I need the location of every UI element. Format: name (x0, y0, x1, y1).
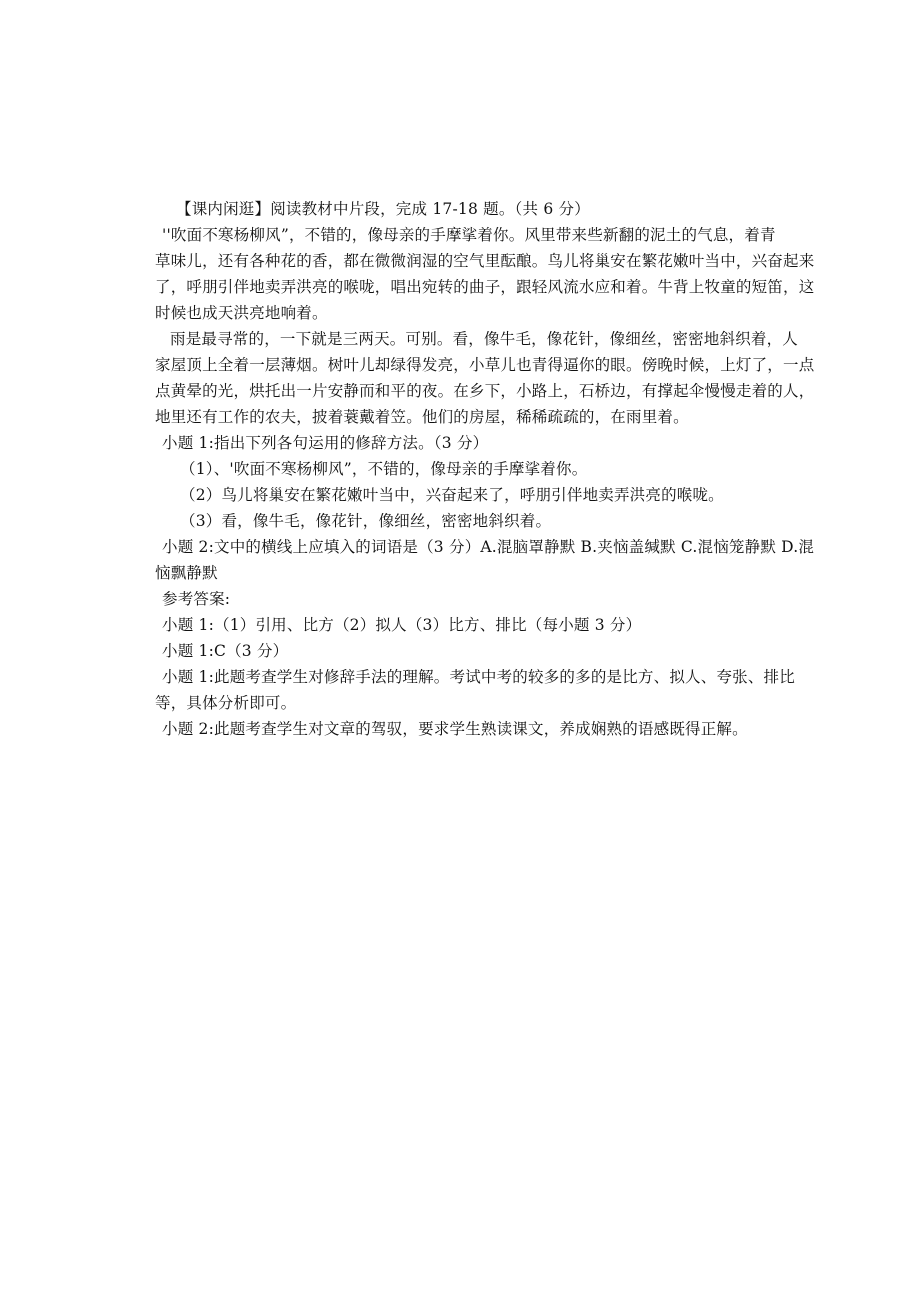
section-header: 【课内闲逛】阅读教材中片段，完成 17-18 题。（共 6 分） (176, 200, 590, 218)
answer-1: 小题 1:（1）引用、比方（2）拟人（3）比方、排比（每小题 3 分） (162, 616, 642, 634)
question-2-line: 小题 2:文中的横线上应填入的词语是（3 分）A.混脑罩静默 B.夹恼盖缄默 C.混恼笼静默 D.混 (162, 538, 815, 556)
passage-paragraph-1 (155, 222, 815, 326)
question-2 (155, 534, 815, 586)
passage1-line: 草味儿，还有各种花的香，都在微微润湿的空气里酝酿。鸟儿将巢安在繁花嫩叶当中，兴奋起来 (155, 252, 815, 270)
passage1-line: 了，呼朋引伴地卖弄洪亮的喉咙，唱出宛转的曲子，跟轻风流水应和着。牛背上牧童的短笛，这 (155, 278, 815, 296)
explanation-1-line: 小题 1:此题考查学生对修辞手法的理解。考试中考的较多的多的是比方、拟人、夸张、排比 (162, 668, 795, 686)
passage2-line: 地里还有工作的农夫，披着蓑戴着笠。他们的房屋，稀稀疏疏的，在雨里着。 (155, 408, 689, 426)
question-1-prompt: 小题 1:指出下列各句运用的修辞方法。（3 分） (162, 434, 489, 452)
passage1-line: ''吹面不寒杨柳风”，不错的，像母亲的手摩挲着你。风里带来些新翻的泥土的气息，着青 (162, 226, 776, 244)
question-1 (162, 430, 792, 534)
passage2-line: 点黄晕的光，烘托出一片安静而和平的夜。在乡下，小路上，石桥边，有撑起伞慢慢走着的人， (155, 382, 815, 400)
question-1-item: （3）看，像牛毛，像花针，像细丝，密密地斜织着。 (180, 512, 552, 530)
passage1-line: 时候也成天洪亮地响着。 (155, 304, 328, 322)
answer-section (155, 586, 795, 742)
document-body (155, 196, 815, 742)
question-2-line: 恼飘静默 (155, 564, 218, 582)
answer-2: 小题 1:C（3 分） (162, 642, 289, 660)
question-1-item: （2）鸟儿将巢安在繁花嫩叶当中，兴奋起来了，呼朋引伴地卖弄洪亮的喉咙。 (180, 486, 724, 504)
passage-paragraph-2 (155, 326, 815, 430)
passage2-line: 家屋顶上全着一层薄烟。树叶儿却绿得发亮，小草儿也青得逼你的眼。傍晚时候，上灯了，一点 (155, 356, 815, 374)
answer-title: 参考答案: (162, 590, 231, 608)
explanation-2: 小题 2:此题考查学生对文章的驾驭，要求学生熟读课文，养成娴熟的语感既得正解。 (162, 720, 748, 738)
passage2-line: 雨是最寻常的，一下就是三两天。可别。看，像牛毛，像花针，像细丝，密密地斜织着，人 (170, 330, 799, 348)
explanation-1-line: 等，具体分析即可。 (155, 694, 297, 712)
question-1-item: （1）、'吹面不寒杨柳风”，不错的，像母亲的手摩挲着你。 (180, 460, 588, 478)
